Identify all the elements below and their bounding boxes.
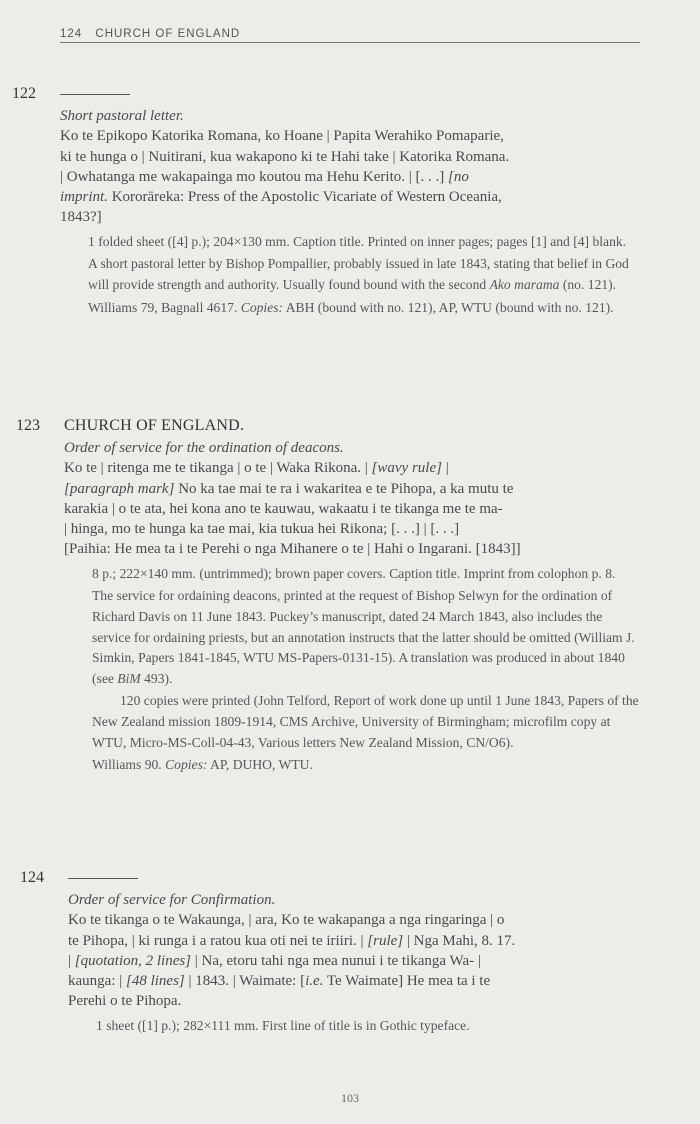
note-paragraph: The service for ordaining deacons, printed at the request of Bishop Selwyn for the ordination of Richard Davis on 11 June 1843. Puckey’s manuscript, dated 24 March 1843, also includes the service for ordaining priests, but an annotation instructs that the latter should be omitted (William J. Simkin, Papers 1841-1845, WTU MS-Papers-0131-15). A translation was produced in about 1840 (see BiM 493). xyxy=(92,588,635,686)
transcription-line: Perehi o te Pihopa. xyxy=(68,993,182,1010)
folio-page-number: 103 xyxy=(341,1091,359,1105)
entry-head xyxy=(20,868,644,890)
entry-head xyxy=(12,84,642,106)
entry-notes xyxy=(92,564,644,776)
entry-title: Order of service for Confirmation. xyxy=(68,892,276,908)
references-copies: Williams 79, Bagnall 4617. Copies: ABH (bound with no. 121), AP, WTU (bound with no. 121). xyxy=(88,299,614,315)
entry-transcription xyxy=(68,910,644,1011)
note-paragraph: 120 copies were printed (John Telford, Report of work done up until 1 June 1843, Papers of the New Zealand mission 1809-1914, CMS Archive, University of Birmingham; microfilm copy at WTU, Micro-MS-Coll-04-43, Various letters New Zealand Mission, CN/O6). xyxy=(92,693,639,750)
entry-transcription xyxy=(64,458,644,559)
physical-description: 1 folded sheet ([4] p.); 204×130 mm. Caption title. Printed on inner pages; pages [1] and [4] blank. xyxy=(88,233,627,249)
note-paragraph: A short pastoral letter by Bishop Pompallier, probably issued in late 1843, stating that belief in God will provide strength and authority. Usually found bound with the second Ako marama (no. 121). xyxy=(88,256,629,292)
transcription-line: Ko te Epikopo Katorika Romana, ko Hoane | Papita Werahiko Pomaparie, xyxy=(60,128,504,145)
entry-notes xyxy=(96,1016,644,1037)
entry-title: Short pastoral letter. xyxy=(60,108,184,124)
entry-number: 124 xyxy=(20,869,44,886)
entry-heading: CHURCH OF ENGLAND. xyxy=(64,417,245,434)
running-head-title: CHURCH OF ENGLAND xyxy=(95,28,241,40)
entry-transcription xyxy=(60,126,642,227)
transcription-line: karakia | o te ata, hei kona ano te kauwau, wakaatu i te tikanga me te ma- xyxy=(64,500,503,517)
transcription-line: | [quotation, 2 lines] | Na, etoru tahi nga mea nunui i te tikanga Wa- | xyxy=(68,952,481,969)
transcription-line: imprint. Kororāreka: Press of the Apostolic Vicariate of Western Oceania, xyxy=(60,189,502,206)
entry-124 xyxy=(20,868,644,1038)
entry-head xyxy=(16,416,644,438)
transcription-line: Ko te tikanga o te Wakaunga, | ara, Ko te wakapanga a nga ringaringa | o xyxy=(68,912,505,929)
transcription-line: ki te hunga o | Nuitirani, kua wakapono ki te Hahi take | Katorika Romana. xyxy=(60,148,510,165)
entry-number: 122 xyxy=(12,85,36,102)
transcription-line: [Paihia: He mea ta i te Perehi o nga Mihanere o te | Hahi o Ingarani. [1843]] xyxy=(64,541,521,558)
entry-number: 123 xyxy=(16,417,40,434)
entry-123 xyxy=(16,416,644,778)
transcription-line: | hinga, mo te hunga ka tae mai, kia tukua hei Rikona; [. . .] | [. . .] xyxy=(64,521,460,538)
running-head xyxy=(60,28,640,43)
transcription-line: 1843?] xyxy=(60,209,102,226)
entry-title: Order of service for the ordination of deacons. xyxy=(64,440,344,456)
physical-description: 1 sheet ([1] p.); 282×111 mm. First line of title is in Gothic typeface. xyxy=(96,1017,470,1033)
author-dash xyxy=(68,878,138,879)
entry-notes xyxy=(88,232,642,318)
transcription-line: [paragraph mark] No ka tae mai te ra i wakaritea e te Pihopa, a ka mutu te xyxy=(64,480,514,497)
author-dash xyxy=(60,94,130,95)
running-head-page-number: 124 xyxy=(60,28,83,40)
transcription-line: te Pihopa, | ki runga i a ratou kua oti nei te iriiri. | [rule] | Nga Mahi, 8. 17. xyxy=(68,932,516,949)
references-copies: Williams 90. Copies: AP, DUHO, WTU. xyxy=(92,757,313,773)
entry-122 xyxy=(12,84,642,320)
physical-description: 8 p.; 222×140 mm. (untrimmed); brown paper covers. Caption title. Imprint from colophon p. 8. xyxy=(92,565,616,581)
transcription-line: Ko te | ritenga me te tikanga | o te | Waka Rikona. | [wavy rule] | xyxy=(64,460,449,477)
transcription-line: kaunga: | [48 lines] | 1843. | Waimate: [i.e. Te Waimate] He mea ta i te xyxy=(68,973,491,990)
transcription-line: | Owhatanga me wakapainga mo koutou ma Hehu Kerito. | [. . .] [no xyxy=(60,168,469,185)
